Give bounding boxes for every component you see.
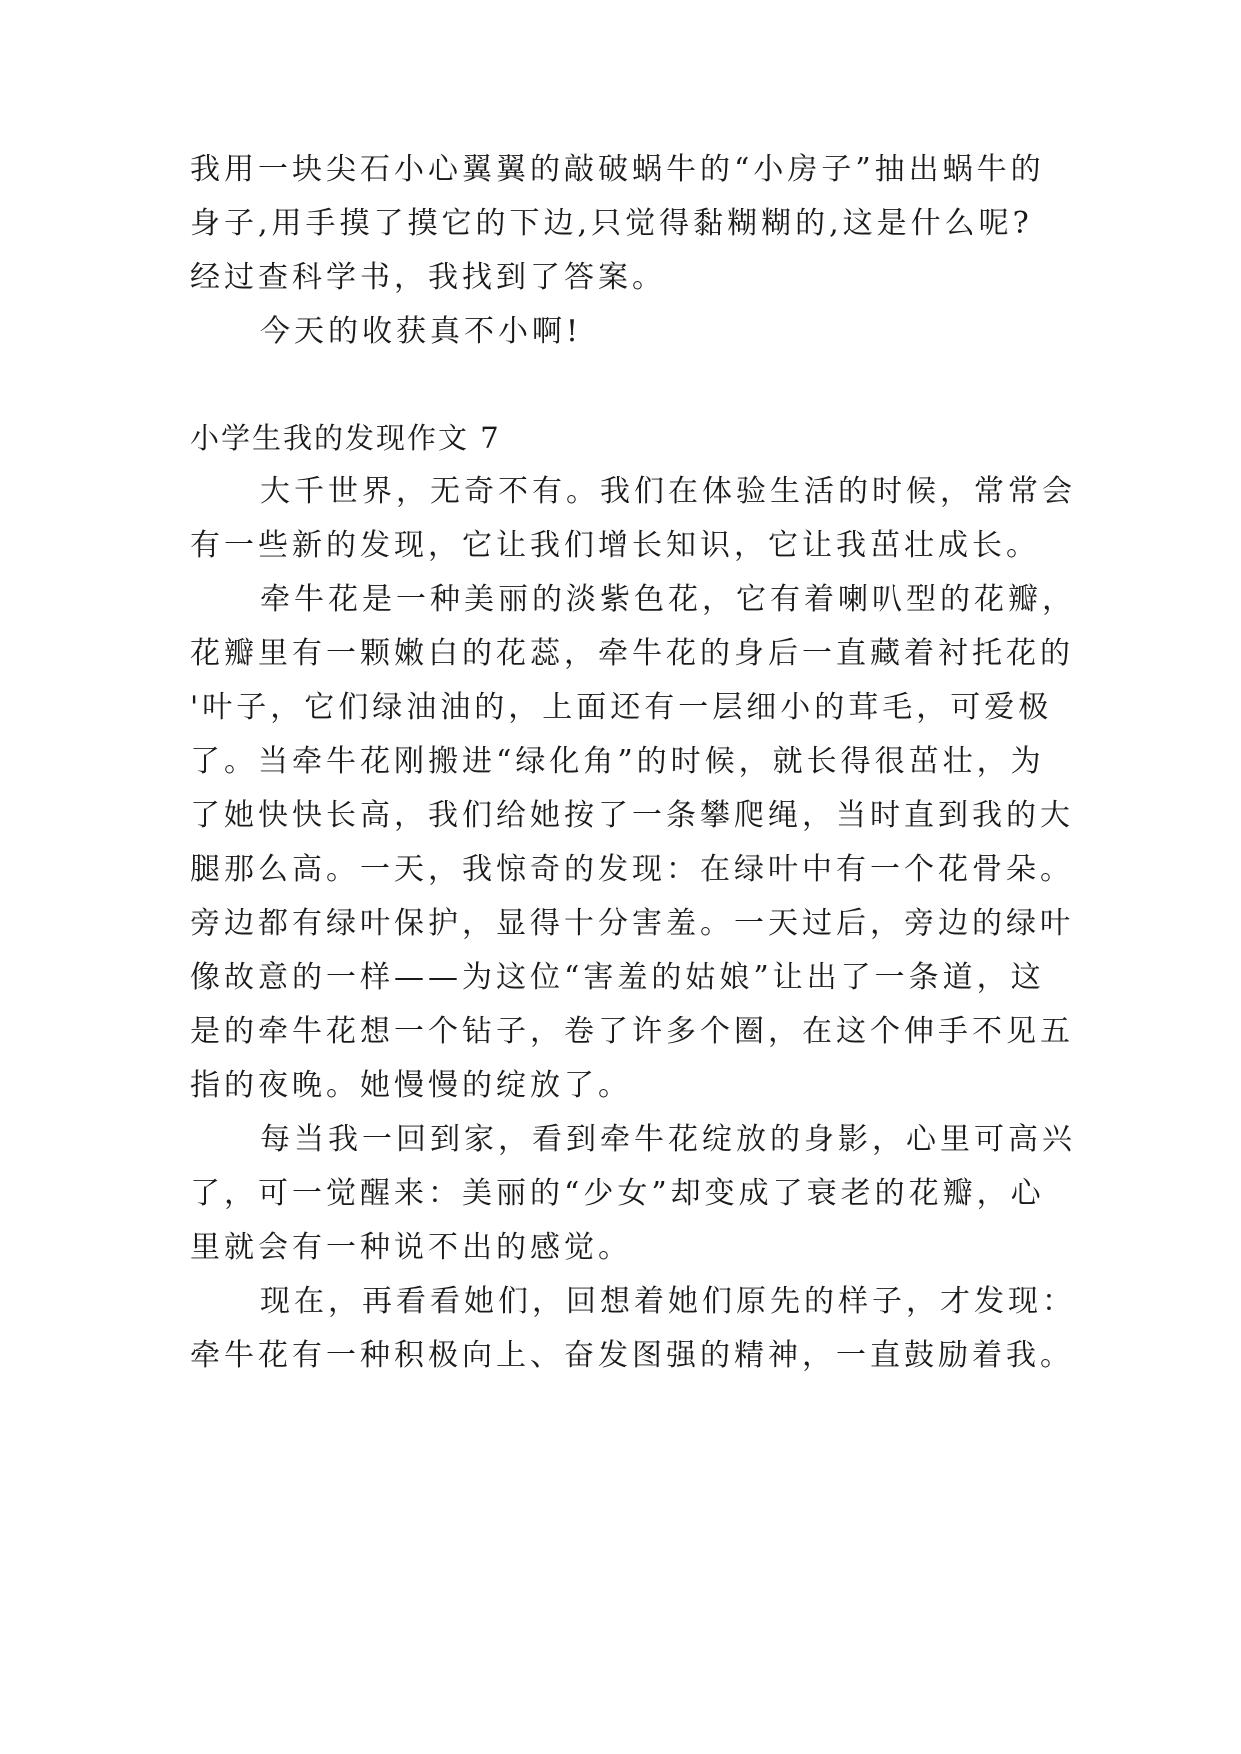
text-line: 牵牛花有一种积极向上、奋发图强的精神，一直鼓励着我。: [190, 1338, 1074, 1373]
essay-title: 小学生我的发现作文 7: [190, 421, 501, 455]
text-line: 现在，再看看她们，回想着她们原先的样子，才发现：: [260, 1284, 1076, 1319]
text-line: 腿那么高。一天，我惊奇的发现：在绿叶中有一个花骨朵。: [190, 852, 1074, 887]
text-line: 像故意的一样——为这位“害羞的姑娘”让出了一条道，这: [190, 960, 1045, 995]
text-line: 经过查科学书，我找到了答案。: [190, 260, 666, 295]
text-line: 是的牵牛花想一个钻子，卷了许多个圈，在这个伸手不见五: [190, 1014, 1074, 1049]
text-line: 身子,用手摸了摸它的下边,只觉得黏糊糊的,这是什么呢?: [190, 206, 1033, 241]
text-line: '叶子，它们绿油油的，上面还有一层细小的茸毛，可爱极: [190, 690, 1053, 725]
text-line: 有一些新的发现，它让我们增长知识，它让我茁壮成长。: [190, 528, 1040, 563]
text-line: 牵牛花是一种美丽的淡紫色花，它有着喇叭型的花瓣，: [260, 582, 1076, 617]
text-line: 了她快快长高，我们给她按了一条攀爬绳，当时直到我的大: [190, 798, 1074, 833]
text-line: 花瓣里有一颗嫩白的花蕊，牵牛花的身后一直藏着衬托花的: [190, 636, 1074, 671]
text-line: 大千世界，无奇不有。我们在体验生活的时候，常常会: [260, 474, 1076, 509]
text-line: 指的夜晚。她慢慢的绽放了。: [190, 1068, 632, 1103]
text-line: 每当我一回到家，看到牵牛花绽放的身影，心里可高兴: [260, 1122, 1076, 1157]
text-line: 了。当牵牛花刚搬进“绿化角”的时候，就长得很茁壮，为: [190, 744, 1045, 779]
text-line: 旁边都有绿叶保护，显得十分害羞。一天过后，旁边的绿叶: [190, 906, 1074, 941]
text-line: 今天的收获真不小啊!: [260, 314, 583, 349]
text-line: 里就会有一种说不出的感觉。: [190, 1230, 632, 1265]
text-line: 了，可一觉醒来：美丽的“少女”却变成了衰老的花瓣，心: [190, 1176, 1045, 1211]
text-line: 我用一块尖石小心翼翼的敲破蜗牛的“小房子”抽出蜗牛的: [190, 152, 1045, 187]
